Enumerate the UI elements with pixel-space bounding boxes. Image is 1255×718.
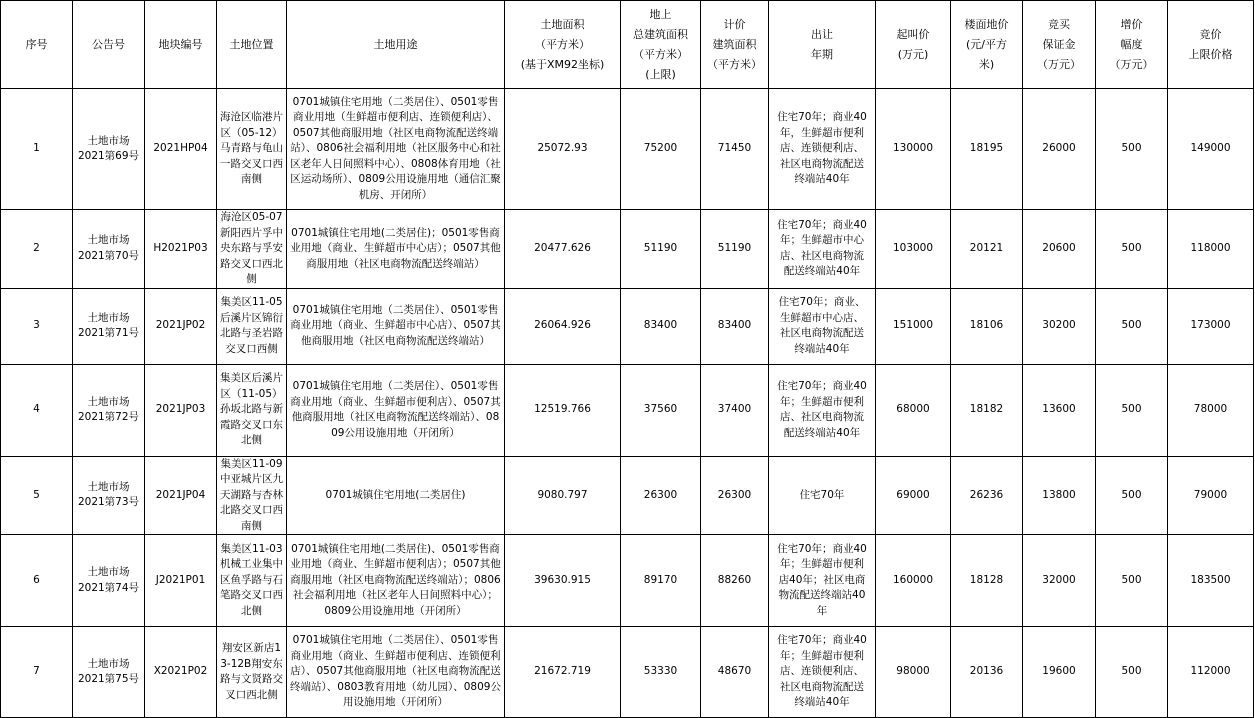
header-seq: 序号: [1, 1, 73, 89]
cell-floor-price: 26236: [951, 456, 1023, 535]
cell-plot: 2021JP02: [145, 288, 217, 364]
header-location: 土地位置: [217, 1, 287, 89]
cell-start-price: 160000: [876, 535, 951, 627]
cell-notice: 土地市场 2021第70号: [73, 210, 145, 289]
cell-floor-price: 20121: [951, 210, 1023, 289]
cell-start-price: 98000: [876, 627, 951, 718]
cell-priced-gfa: 71450: [701, 89, 769, 210]
cell-floor-price: 18128: [951, 535, 1023, 627]
cell-notice: 土地市场 2021第69号: [73, 89, 145, 210]
table-row: [1, 210, 1254, 289]
cell-gfa: 83400: [621, 288, 701, 364]
cell-plot: 2021HP04: [145, 89, 217, 210]
header-start-price: 起叫价 (万元): [876, 1, 951, 89]
cell-gfa: 53330: [621, 627, 701, 718]
cell-seq: 2: [1, 210, 73, 289]
cell-use: 0701城镇住宅用地（二类居住）、0501零售商业用地（商业、生鲜超市便利店、连锁便利店）、0507其他商服用地（社区电商物流配送终端站）、0803教育用地（幼儿园）、0809公用设施用地（开闭所）: [287, 627, 505, 718]
cell-increment: 500: [1096, 364, 1168, 456]
cell-priced-gfa: 48670: [701, 627, 769, 718]
cell-deposit: 30200: [1023, 288, 1096, 364]
cell-floor-price: 20136: [951, 627, 1023, 718]
header-plot: 地块编号: [145, 1, 217, 89]
cell-cap: 118000: [1168, 210, 1254, 289]
cell-term: 住宅70年；商业40年；生鲜超市便利店、连锁便利店、社区电商物流配送终端站40年: [769, 627, 876, 718]
cell-priced-gfa: 83400: [701, 288, 769, 364]
cell-priced-gfa: 88260: [701, 535, 769, 627]
cell-area: 39630.915: [505, 535, 621, 627]
cell-location: 海沧区05-07新阳西片孚中央东路与孚安路交叉口西北侧: [217, 210, 287, 289]
cell-notice: 土地市场 2021第71号: [73, 288, 145, 364]
table-row: [1, 89, 1254, 210]
cell-seq: 3: [1, 288, 73, 364]
cell-location: 集美区11-05后溪片区锦衍北路与圣岩路交叉口西侧: [217, 288, 287, 364]
cell-use: 0701城镇住宅用地（二类居住）、0501零售商业用地（商业、生鲜超市中心店）、0507其他商服用地（社区电商物流配送终端站）: [287, 288, 505, 364]
header-gfa: 地上 总建筑面积 （平方米） (上限): [621, 1, 701, 89]
cell-start-price: 69000: [876, 456, 951, 535]
cell-notice: 土地市场 2021第72号: [73, 364, 145, 456]
cell-priced-gfa: 37400: [701, 364, 769, 456]
header-increment: 增价 幅度 （万元）: [1096, 1, 1168, 89]
cell-plot: H2021P03: [145, 210, 217, 289]
cell-deposit: 13800: [1023, 456, 1096, 535]
cell-use: 0701城镇住宅用地(二类居住)、0501零售商业用地（商业、生鲜超市便利店）；0507其他商服用地（社区电商物流配送终端站）；0806社会福利用地（社区老年人日间照料中心）；0809公用设施用地（开闭所）: [287, 535, 505, 627]
cell-gfa: 75200: [621, 89, 701, 210]
table-row: [1, 627, 1254, 718]
cell-cap: 79000: [1168, 456, 1254, 535]
cell-area: 26064.926: [505, 288, 621, 364]
cell-start-price: 151000: [876, 288, 951, 364]
cell-deposit: 19600: [1023, 627, 1096, 718]
cell-cap: 173000: [1168, 288, 1254, 364]
cell-cap: 78000: [1168, 364, 1254, 456]
cell-plot: J2021P01: [145, 535, 217, 627]
cell-increment: 500: [1096, 627, 1168, 718]
cell-cap: 183500: [1168, 535, 1254, 627]
cell-seq: 5: [1, 456, 73, 535]
cell-deposit: 13600: [1023, 364, 1096, 456]
cell-seq: 1: [1, 89, 73, 210]
cell-area: 21672.719: [505, 627, 621, 718]
cell-increment: 500: [1096, 535, 1168, 627]
cell-use: 0701城镇住宅用地(二类居住)；0501零售商业用地（商业、生鲜超市中心店）；0507其他商服用地（社区电商物流配送终端站）: [287, 210, 505, 289]
cell-increment: 500: [1096, 210, 1168, 289]
table-row: [1, 364, 1254, 456]
cell-gfa: 37560: [621, 364, 701, 456]
cell-increment: 500: [1096, 456, 1168, 535]
cell-floor-price: 18182: [951, 364, 1023, 456]
header-floor-price: 楼面地价 (元/平方 米): [951, 1, 1023, 89]
cell-start-price: 68000: [876, 364, 951, 456]
cell-use: 0701城镇住宅用地（二类居住）、0501零售商业用地（商业、生鲜超市便利店）、0507其他商服用地（社区电商物流配送终端站）、0809公用设施用地（开闭所）: [287, 364, 505, 456]
cell-notice: 土地市场 2021第75号: [73, 627, 145, 718]
cell-cap: 112000: [1168, 627, 1254, 718]
cell-location: 集美区11-09中亚城片区九天湖路与杏林北路交叉口西南侧: [217, 456, 287, 535]
cell-use: 0701城镇住宅用地（二类居住）、0501零售商业用地（生鲜超市便利店、连锁便利店）、0507其他商服用地（社区电商物流配送终端站）、0806社会福利用地（社区服务中心和社区老年人日间照料中心）、0808体育用地（社区运动场所）、0809公用设施用地（通信汇聚机房、开闭所）: [287, 89, 505, 210]
header-row: [1, 1, 1254, 89]
cell-term: 住宅70年；商业40年；生鲜超市中心店、社区电商物流配送终端站40年: [769, 210, 876, 289]
cell-area: 25072.93: [505, 89, 621, 210]
cell-increment: 500: [1096, 288, 1168, 364]
header-cap: 竞价 上限价格: [1168, 1, 1254, 89]
cell-gfa: 26300: [621, 456, 701, 535]
cell-cap: 149000: [1168, 89, 1254, 210]
cell-floor-price: 18106: [951, 288, 1023, 364]
cell-plot: 2021JP04: [145, 456, 217, 535]
cell-term: 住宅70年；商业40年；生鲜超市便利店40年；社区电商物流配送终端站40年: [769, 535, 876, 627]
table-row: [1, 456, 1254, 535]
table-row: [1, 288, 1254, 364]
cell-area: 9080.797: [505, 456, 621, 535]
cell-start-price: 130000: [876, 89, 951, 210]
cell-start-price: 103000: [876, 210, 951, 289]
cell-seq: 6: [1, 535, 73, 627]
cell-deposit: 20600: [1023, 210, 1096, 289]
cell-location: 集美区11-03机械工业集中区鱼孚路与石笔路交叉口西北侧: [217, 535, 287, 627]
cell-floor-price: 18195: [951, 89, 1023, 210]
cell-priced-gfa: 51190: [701, 210, 769, 289]
cell-seq: 4: [1, 364, 73, 456]
cell-location: 翔安区新店13-12B翔安东路与文贤路交叉口西北侧: [217, 627, 287, 718]
cell-gfa: 89170: [621, 535, 701, 627]
cell-term: 住宅70年；商业40年；生鲜超市便利店、社区电商物流配送终端站40年: [769, 364, 876, 456]
cell-priced-gfa: 26300: [701, 456, 769, 535]
cell-area: 20477.626: [505, 210, 621, 289]
header-deposit: 竞买 保证金 （万元）: [1023, 1, 1096, 89]
table-row: [1, 535, 1254, 627]
cell-location: 海沧区临港片区（05-12）马青路与龟山一路交叉口西南侧: [217, 89, 287, 210]
cell-use: 0701城镇住宅用地(二类居住): [287, 456, 505, 535]
cell-plot: 2021JP03: [145, 364, 217, 456]
header-notice: 公告号: [73, 1, 145, 89]
header-use: 土地用途: [287, 1, 505, 89]
header-term: 出让 年期: [769, 1, 876, 89]
cell-gfa: 51190: [621, 210, 701, 289]
cell-area: 12519.766: [505, 364, 621, 456]
cell-notice: 土地市场 2021第74号: [73, 535, 145, 627]
cell-deposit: 32000: [1023, 535, 1096, 627]
cell-plot: X2021P02: [145, 627, 217, 718]
cell-increment: 500: [1096, 89, 1168, 210]
header-priced-gfa: 计价 建筑面积 （平方米）: [701, 1, 769, 89]
cell-seq: 7: [1, 627, 73, 718]
cell-deposit: 26000: [1023, 89, 1096, 210]
cell-term: 住宅70年: [769, 456, 876, 535]
cell-notice: 土地市场 2021第73号: [73, 456, 145, 535]
cell-term: 住宅70年；商业、生鲜超市中心店、社区电商物流配送终端站40年: [769, 288, 876, 364]
cell-location: 集美区后溪片区（11-05）孙坂北路与新霞路交叉口东北侧: [217, 364, 287, 456]
cell-term: 住宅70年；商业40年，生鲜超市便利店、连锁便利店、社区电商物流配送终端站40年: [769, 89, 876, 210]
header-area: 土地面积 （平方米） (基于XM92坐标): [505, 1, 621, 89]
